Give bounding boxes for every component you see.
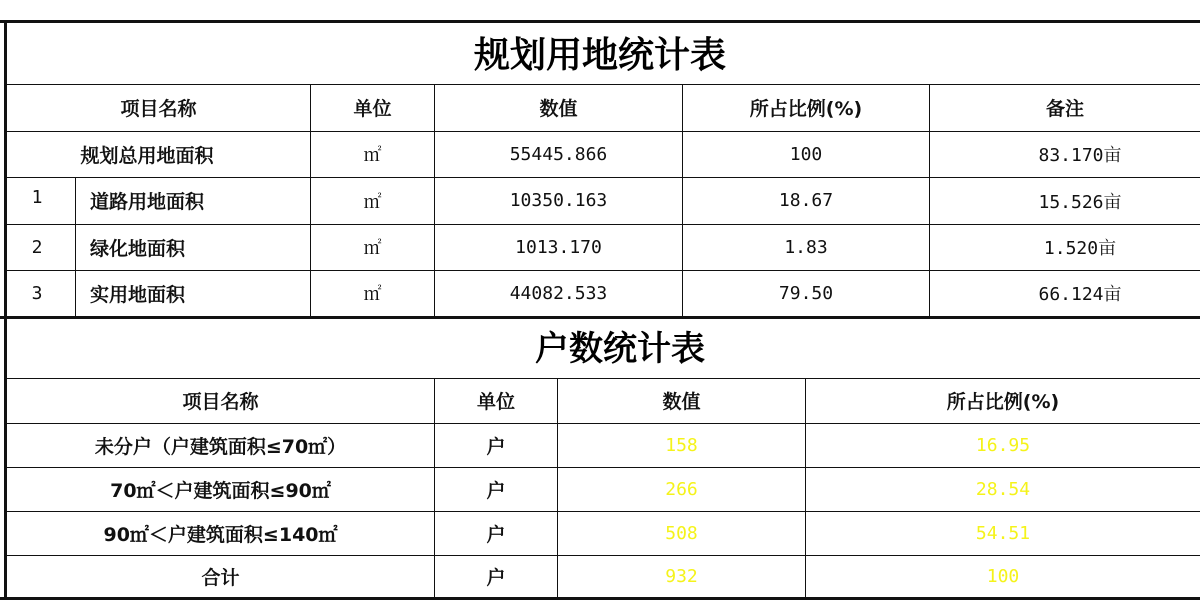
planning-header-note: 备注 <box>1045 98 1084 120</box>
households-row-ratio: 28.54 <box>975 478 1031 500</box>
planning-total-unit: ㎡ <box>363 145 382 166</box>
planning-total-name: 规划总用地面积 <box>80 144 214 167</box>
planning-row-ratio: 79.50 <box>778 282 834 304</box>
planning-row-value: 1013.170 <box>515 236 602 258</box>
households-row-value: 266 <box>665 478 698 500</box>
planning-row-number: 3 <box>31 282 43 304</box>
households-table-title: 户数统计表 <box>535 329 705 369</box>
planning-row-note: 1.520亩 <box>1043 238 1117 259</box>
households-total-value: 932 <box>665 565 698 587</box>
households-total-name: 合计 <box>201 566 240 589</box>
households-row-unit: 户 <box>486 435 506 458</box>
households-row-name: 70㎡＜户建筑面积≤90㎡ <box>110 479 331 502</box>
households-header-unit: 单位 <box>476 391 515 413</box>
households-row-name: 90㎡＜户建筑面积≤140㎡ <box>103 523 338 546</box>
planning-row-value: 44082.533 <box>509 282 608 304</box>
households-total-unit: 户 <box>486 566 506 589</box>
planning-total-ratio: 100 <box>789 143 823 165</box>
households-row-ratio: 54.51 <box>975 522 1031 544</box>
planning-header-value: 数值 <box>539 98 578 120</box>
planning-row-ratio: 1.83 <box>784 236 828 258</box>
households-row-unit: 户 <box>486 479 506 502</box>
households-header-ratio: 所占比例(%) <box>946 391 1060 413</box>
planning-row-unit: ㎡ <box>363 191 382 213</box>
planning-row-note: 66.124亩 <box>1038 284 1122 305</box>
table2-bottom-border <box>0 597 1200 600</box>
households-row-value: 508 <box>665 522 698 544</box>
planning-row-name: 实用地面积 <box>90 283 186 306</box>
planning-header-ratio: 所占比例(%) <box>749 98 863 120</box>
planning-row-ratio: 18.67 <box>778 190 834 211</box>
households-total-ratio: 100 <box>986 565 1020 587</box>
planning-total-note: 83.170亩 <box>1038 145 1122 166</box>
table1-bottom-border <box>0 316 1200 319</box>
households-row-ratio: 16.95 <box>975 434 1031 456</box>
planning-header-name: 项目名称 <box>120 98 197 120</box>
households-row-name: 未分户（户建筑面积≤70㎡） <box>94 435 347 458</box>
planning-row-name: 道路用地面积 <box>90 191 205 213</box>
planning-row-unit: ㎡ <box>363 284 382 305</box>
planning-row-number: 1 <box>31 186 43 208</box>
planning-table-title: 规划用地统计表 <box>473 35 726 76</box>
table1-top-border <box>0 20 1200 23</box>
planning-header-unit: 单位 <box>353 98 392 120</box>
planning-row-value: 10350.163 <box>509 190 608 211</box>
planning-row-name: 绿化地面积 <box>90 237 186 260</box>
households-row-unit: 户 <box>486 523 506 546</box>
planning-row-number: 2 <box>31 236 43 258</box>
planning-row-unit: ㎡ <box>363 238 382 259</box>
households-row-value: 158 <box>665 434 698 456</box>
planning-row-note: 15.526亩 <box>1038 191 1122 213</box>
households-header-value: 数值 <box>662 391 701 413</box>
households-header-name: 项目名称 <box>182 391 259 413</box>
planning-total-value: 55445.866 <box>509 143 608 165</box>
